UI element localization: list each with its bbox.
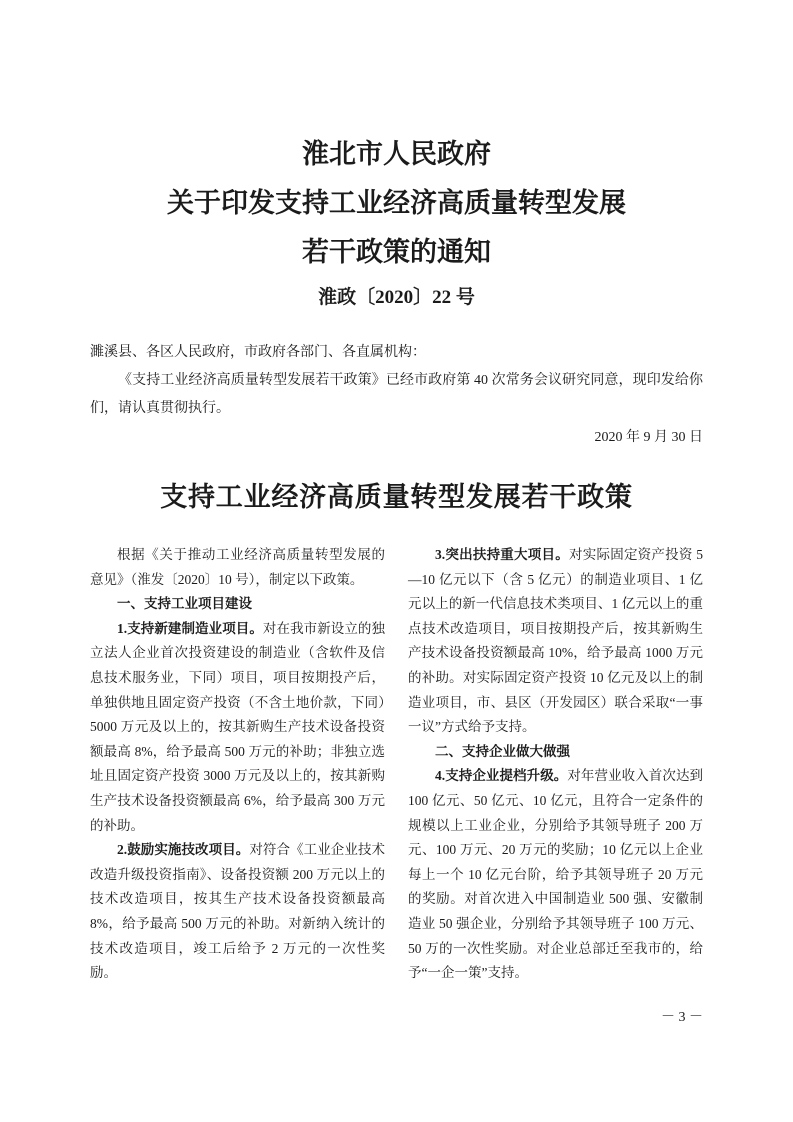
- title-line: 淮北市人民政府: [302, 139, 491, 169]
- item-text: 对实际固定资产投资 5—10 亿元以下（含 5 亿元）的制造业项目、1 亿元以上的新一代信息技术类项目、1 亿元以上的重点技术改造项目，项目按期投产后，按其新购生产技术设备投资额最高 10%，给予最高 1000 万元的补助。对实际固定资产投资 10 亿元及以上的制造业项目，市、县区（开发园区）联合采取“一事一议”方式给予支持。: [408, 547, 703, 735]
- policy-item: [90, 617, 385, 838]
- recipients-line: 濉溪县、各区人民政府，市政府各部门、各直属机构：: [90, 345, 426, 360]
- right-column: [408, 543, 703, 986]
- item-text: 对符合《工业企业技术改造升级投资指南》、设备投资额 200 万元以上的技术改造项目，按其生产技术设备投资额最高 8%，给予最高 500 万元的补助。对新纳入统计的技术改造项目，竣工后给予 2 万元的一次性奖励。: [90, 842, 386, 981]
- policy-title: 支持工业经济高质量转型发展若干政策: [160, 482, 633, 512]
- policy-item: [408, 543, 703, 740]
- item-lead: 3.突出扶持重大项目。: [435, 547, 569, 562]
- document-number: 淮政〔2020〕22 号: [318, 287, 475, 308]
- item-text: 对年营业收入首次达到 100 亿元、50 亿元、10 亿元，且符合一定条件的规模以上工业企业，分别给予其领导班子 200 万元、100 万元、20 万元的奖励；10 亿元以上企业每上一个 10 亿元台阶，给予其领导班子 20 万元的奖励。对首次进入中国制造业 500 强、安徽制造业 50 强企业，分别给予其领导班子 100 万元、50 万的一次性奖励。对企业总部迁至我市的，给予“一企一策”支持。: [408, 768, 704, 981]
- policy-intro: 根据《关于推动工业经济高质量转型发展的意见》（淮发〔2020〕10 号），制定以下政策。: [90, 547, 385, 587]
- section-heading: 一、支持工业项目建设: [117, 596, 252, 612]
- policy-item: [408, 764, 703, 985]
- item-text: 对在我市新设立的独立法人企业首次投资建设的制造业（含软件及信息技术服务业，下同）项目，项目按期投产后，单独供地且固定资产投资（不含土地价款，下同）5000 万元及以上的，按其新购生产技术设备投资额最高 8%，给予最高 500 万元的补助；非独立选址且固定资产投资 3000 万元及以上的，按其新购生产技术设备投资额最高 6%，给予最高 300 万元的补助。: [90, 620, 386, 833]
- notice-title: [0, 130, 793, 277]
- title-line: 若干政策的通知: [302, 237, 491, 267]
- item-lead: 4.支持企业提档升级。: [435, 768, 568, 784]
- item-lead: 1.支持新建制造业项目。: [117, 620, 263, 636]
- section-heading: 二、支持企业做大做强: [435, 743, 570, 759]
- title-line: 关于印发支持工业经济高质量转型发展: [167, 188, 626, 218]
- page-number: － 3 －: [661, 1010, 703, 1025]
- notice-body: 《支持工业经济高质量转型发展若干政策》已经市政府第 40 次常务会议研究同意，现印发给你们，请认真贯彻执行。: [90, 373, 703, 416]
- item-lead: 2.鼓励实施技改项目。: [117, 842, 250, 858]
- issue-date: 2020 年 9 月 30 日: [594, 430, 703, 445]
- policy-item: [90, 838, 385, 986]
- left-column: [90, 543, 385, 986]
